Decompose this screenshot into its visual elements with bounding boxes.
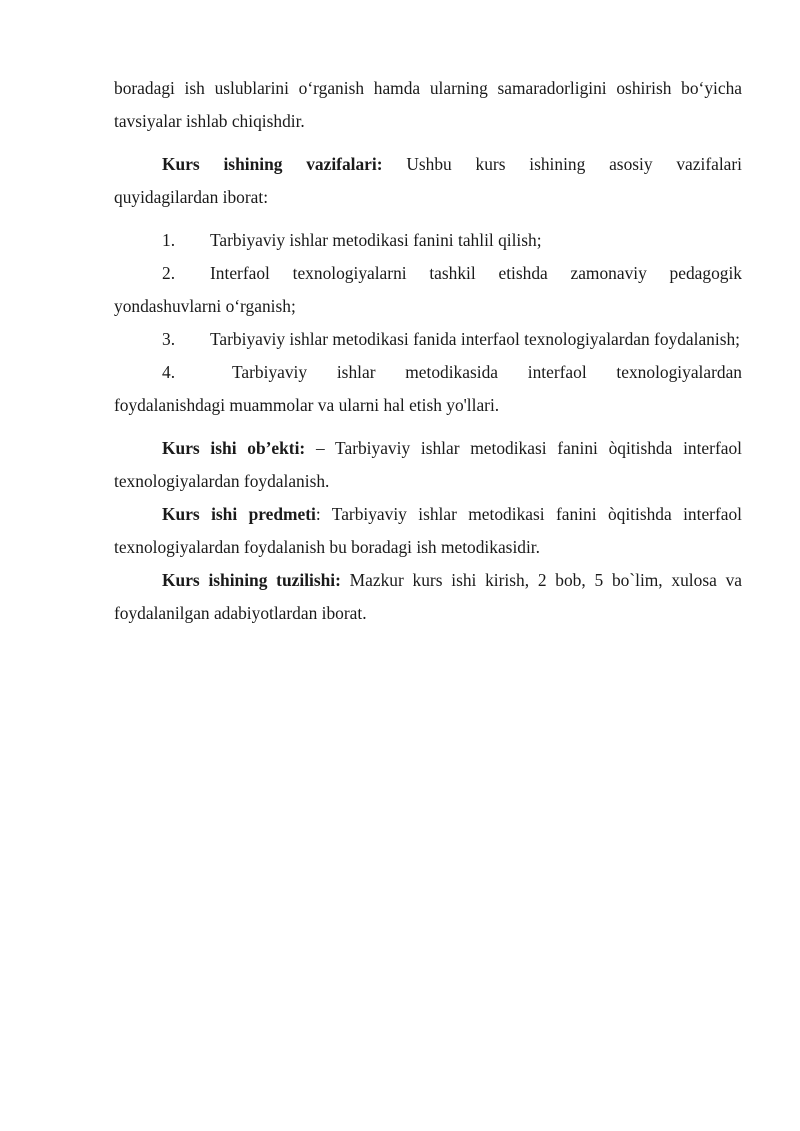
list-item-number: 4. (162, 362, 176, 382)
subject-text: : Tarbiyaviy ishlar metodikasi fanini òqitishda interfaol texnologiyalardan foydalanish bu boradagi ish metodikasidir. (114, 504, 742, 557)
list-item (114, 356, 742, 422)
list-item-text: Tarbiyaviy ishlar metodikasida interfaol texnologiyalardan foydalanishdagi muammolar va ularni hal etish yo'llari. (114, 362, 742, 415)
list-item (114, 257, 742, 323)
subject-paragraph (114, 498, 742, 564)
object-heading: Kurs ishi ob’ekti: (162, 438, 306, 458)
list-item-text: Interfaol texnologiyalarni tashkil etishda zamonaviy pedagogik yondashuvlarni o‘rganish; (114, 263, 742, 316)
intro-line-1: boradagi ish uslublarini o‘rganish hamda ularning samaradorligini oshirish bo‘yicha (114, 78, 742, 98)
list-item-number: 1. (162, 230, 176, 250)
object-paragraph (114, 432, 742, 498)
object-text: – Tarbiyaviy ishlar metodikasi fanini òqitishda interfaol texnologiyalardan foydalanish. (114, 438, 742, 491)
intro-line-2: tavsiyalar ishlab chiqishdir. (114, 111, 305, 131)
list-item-text: Tarbiyaviy ishlar metodikasi fanida interfaol texnologiyalardan foydalanish; (210, 329, 740, 349)
list-item (114, 224, 742, 257)
list-item-number: 3. (162, 329, 176, 349)
list-item (114, 323, 742, 356)
tasks-intro-text: Ushbu kurs ishining asosiy vazifalari (406, 154, 742, 174)
tasks-intro-continuation: quyidagilardan iborat: (114, 187, 269, 207)
structure-paragraph (114, 564, 742, 630)
list-item-text: Tarbiyaviy ishlar metodikasi fanini tahlil qilish; (210, 230, 542, 250)
list-item-number: 2. (162, 263, 176, 283)
structure-text: Mazkur kurs ishi kirish, 2 bob, 5 bo`lim, xulosa va foydalanilgan adabiyotlardan iborat. (114, 570, 742, 623)
subject-heading: Kurs ishi predmeti (162, 504, 316, 524)
document-page (114, 72, 742, 630)
tasks-paragraph (114, 148, 742, 181)
structure-heading: Kurs ishining tuzilishi: (162, 570, 341, 590)
tasks-heading: Kurs ishining vazifalari: (162, 154, 383, 174)
